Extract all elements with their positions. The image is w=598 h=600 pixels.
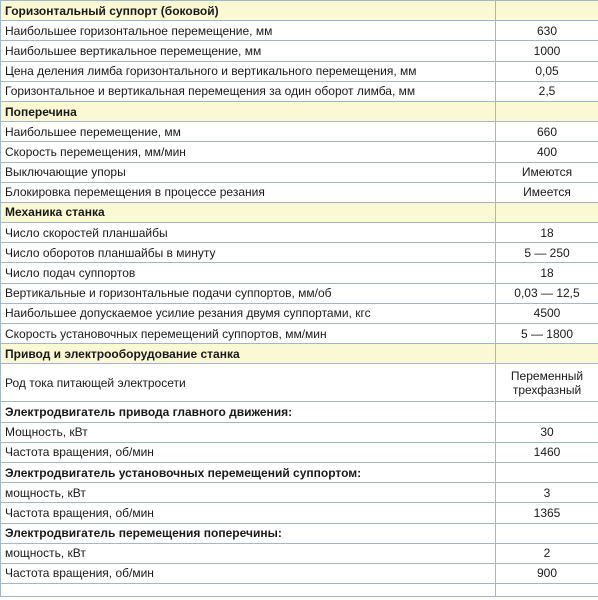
row-value: [496, 523, 598, 543]
row-label: Электродвигатель перемещения поперечины:: [1, 523, 496, 543]
row-label: мощность, кВт: [1, 543, 496, 563]
table-row: [1, 41, 598, 61]
row-value: 5 — 1800: [496, 324, 598, 344]
row-value: [496, 402, 598, 422]
cut-off-row: [1, 584, 598, 597]
row-value: 1460: [496, 442, 598, 462]
section-row: [1, 101, 598, 121]
row-label: Выключающие упоры: [1, 162, 496, 182]
row-value: 660: [496, 122, 598, 142]
row-label: Мощность, кВт: [1, 422, 496, 442]
row-label: Скорость установочных перемещений суппортов, мм/мин: [1, 324, 496, 344]
table-row: [1, 324, 598, 344]
row-label: Род тока питающей электросети: [1, 364, 496, 402]
row-value: 18: [496, 263, 598, 283]
spec-table-body: [1, 1, 598, 597]
table-row: [1, 483, 598, 503]
row-value: 18: [496, 223, 598, 243]
row-value: 0,03 — 12,5: [496, 283, 598, 303]
row-value: 5 — 250: [496, 243, 598, 263]
table-row: [1, 122, 598, 142]
row-label: Число скоростей планшайбы: [1, 223, 496, 243]
row-value: 400: [496, 142, 598, 162]
table-row: [1, 142, 598, 162]
row-value: [496, 462, 598, 482]
row-label: Наибольшее перемещение, мм: [1, 122, 496, 142]
row-label: Наибольшее вертикальное перемещение, мм: [1, 41, 496, 61]
row-label: [1, 584, 496, 597]
row-value: [496, 344, 598, 364]
row-label: мощность, кВт: [1, 483, 496, 503]
row-label: Горизонтальный суппорт (боковой): [1, 1, 496, 21]
row-value: 30: [496, 422, 598, 442]
row-value: 0,05: [496, 61, 598, 81]
section-row: [1, 344, 598, 364]
row-label: Число подач суппортов: [1, 263, 496, 283]
row-label: Наибольшее горизонтальное перемещение, мм: [1, 21, 496, 41]
table-row: [1, 303, 598, 323]
row-value: [496, 584, 598, 597]
row-value: 630: [496, 21, 598, 41]
row-value: 2: [496, 543, 598, 563]
row-label: Число оборотов планшайбы в минуту: [1, 243, 496, 263]
table-row: [1, 283, 598, 303]
row-value: 3: [496, 483, 598, 503]
table-row: [1, 162, 598, 182]
row-label: Частота вращения, об/мин: [1, 503, 496, 523]
table-row: [1, 61, 598, 81]
table-row: [1, 223, 598, 243]
row-value: 1000: [496, 41, 598, 61]
row-label: Наибольшее допускаемое усилие резания двумя суппортами, кгс: [1, 303, 496, 323]
row-value: Имеется: [496, 182, 598, 202]
row-value: [496, 202, 598, 222]
row-value: 4500: [496, 303, 598, 323]
row-value: Переменный трехфазный: [496, 364, 598, 402]
subsection-row: [1, 402, 598, 422]
row-value: [496, 1, 598, 21]
row-label: Поперечина: [1, 101, 496, 121]
row-label: Электродвигатель привода главного движения:: [1, 402, 496, 422]
section-row: [1, 202, 598, 222]
table-row: [1, 182, 598, 202]
row-label: Привод и электрооборудование станка: [1, 344, 496, 364]
table-row: [1, 243, 598, 263]
row-label: Частота вращения, об/мин: [1, 442, 496, 462]
row-label: Вертикальные и горизонтальные подачи суппортов, мм/об: [1, 283, 496, 303]
row-label: Механика станка: [1, 202, 496, 222]
row-label: Частота вращения, об/мин: [1, 563, 496, 583]
table-row: [1, 543, 598, 563]
row-value: 2,5: [496, 81, 598, 101]
row-label: Цена деления лимба горизонтального и вертикального перемещения, мм: [1, 61, 496, 81]
row-value: [496, 101, 598, 121]
row-label: Горизонтальное и вертикальная перемещения за один оборот лимба, мм: [1, 81, 496, 101]
subsection-row: [1, 462, 598, 482]
table-row: [1, 21, 598, 41]
section-row: [1, 1, 598, 21]
row-label: Скорость перемещения, мм/мин: [1, 142, 496, 162]
row-label: Блокировка перемещения в процессе резания: [1, 182, 496, 202]
row-value: 900: [496, 563, 598, 583]
table-row: [1, 442, 598, 462]
table-row: [1, 563, 598, 583]
subsection-row: [1, 523, 598, 543]
table-row: [1, 422, 598, 442]
table-row: [1, 364, 598, 402]
table-row: [1, 503, 598, 523]
table-row: [1, 263, 598, 283]
row-value: Имеются: [496, 162, 598, 182]
row-value: 1365: [496, 503, 598, 523]
table-row: [1, 81, 598, 101]
row-label: Электродвигатель установочных перемещений суппортом:: [1, 462, 496, 482]
